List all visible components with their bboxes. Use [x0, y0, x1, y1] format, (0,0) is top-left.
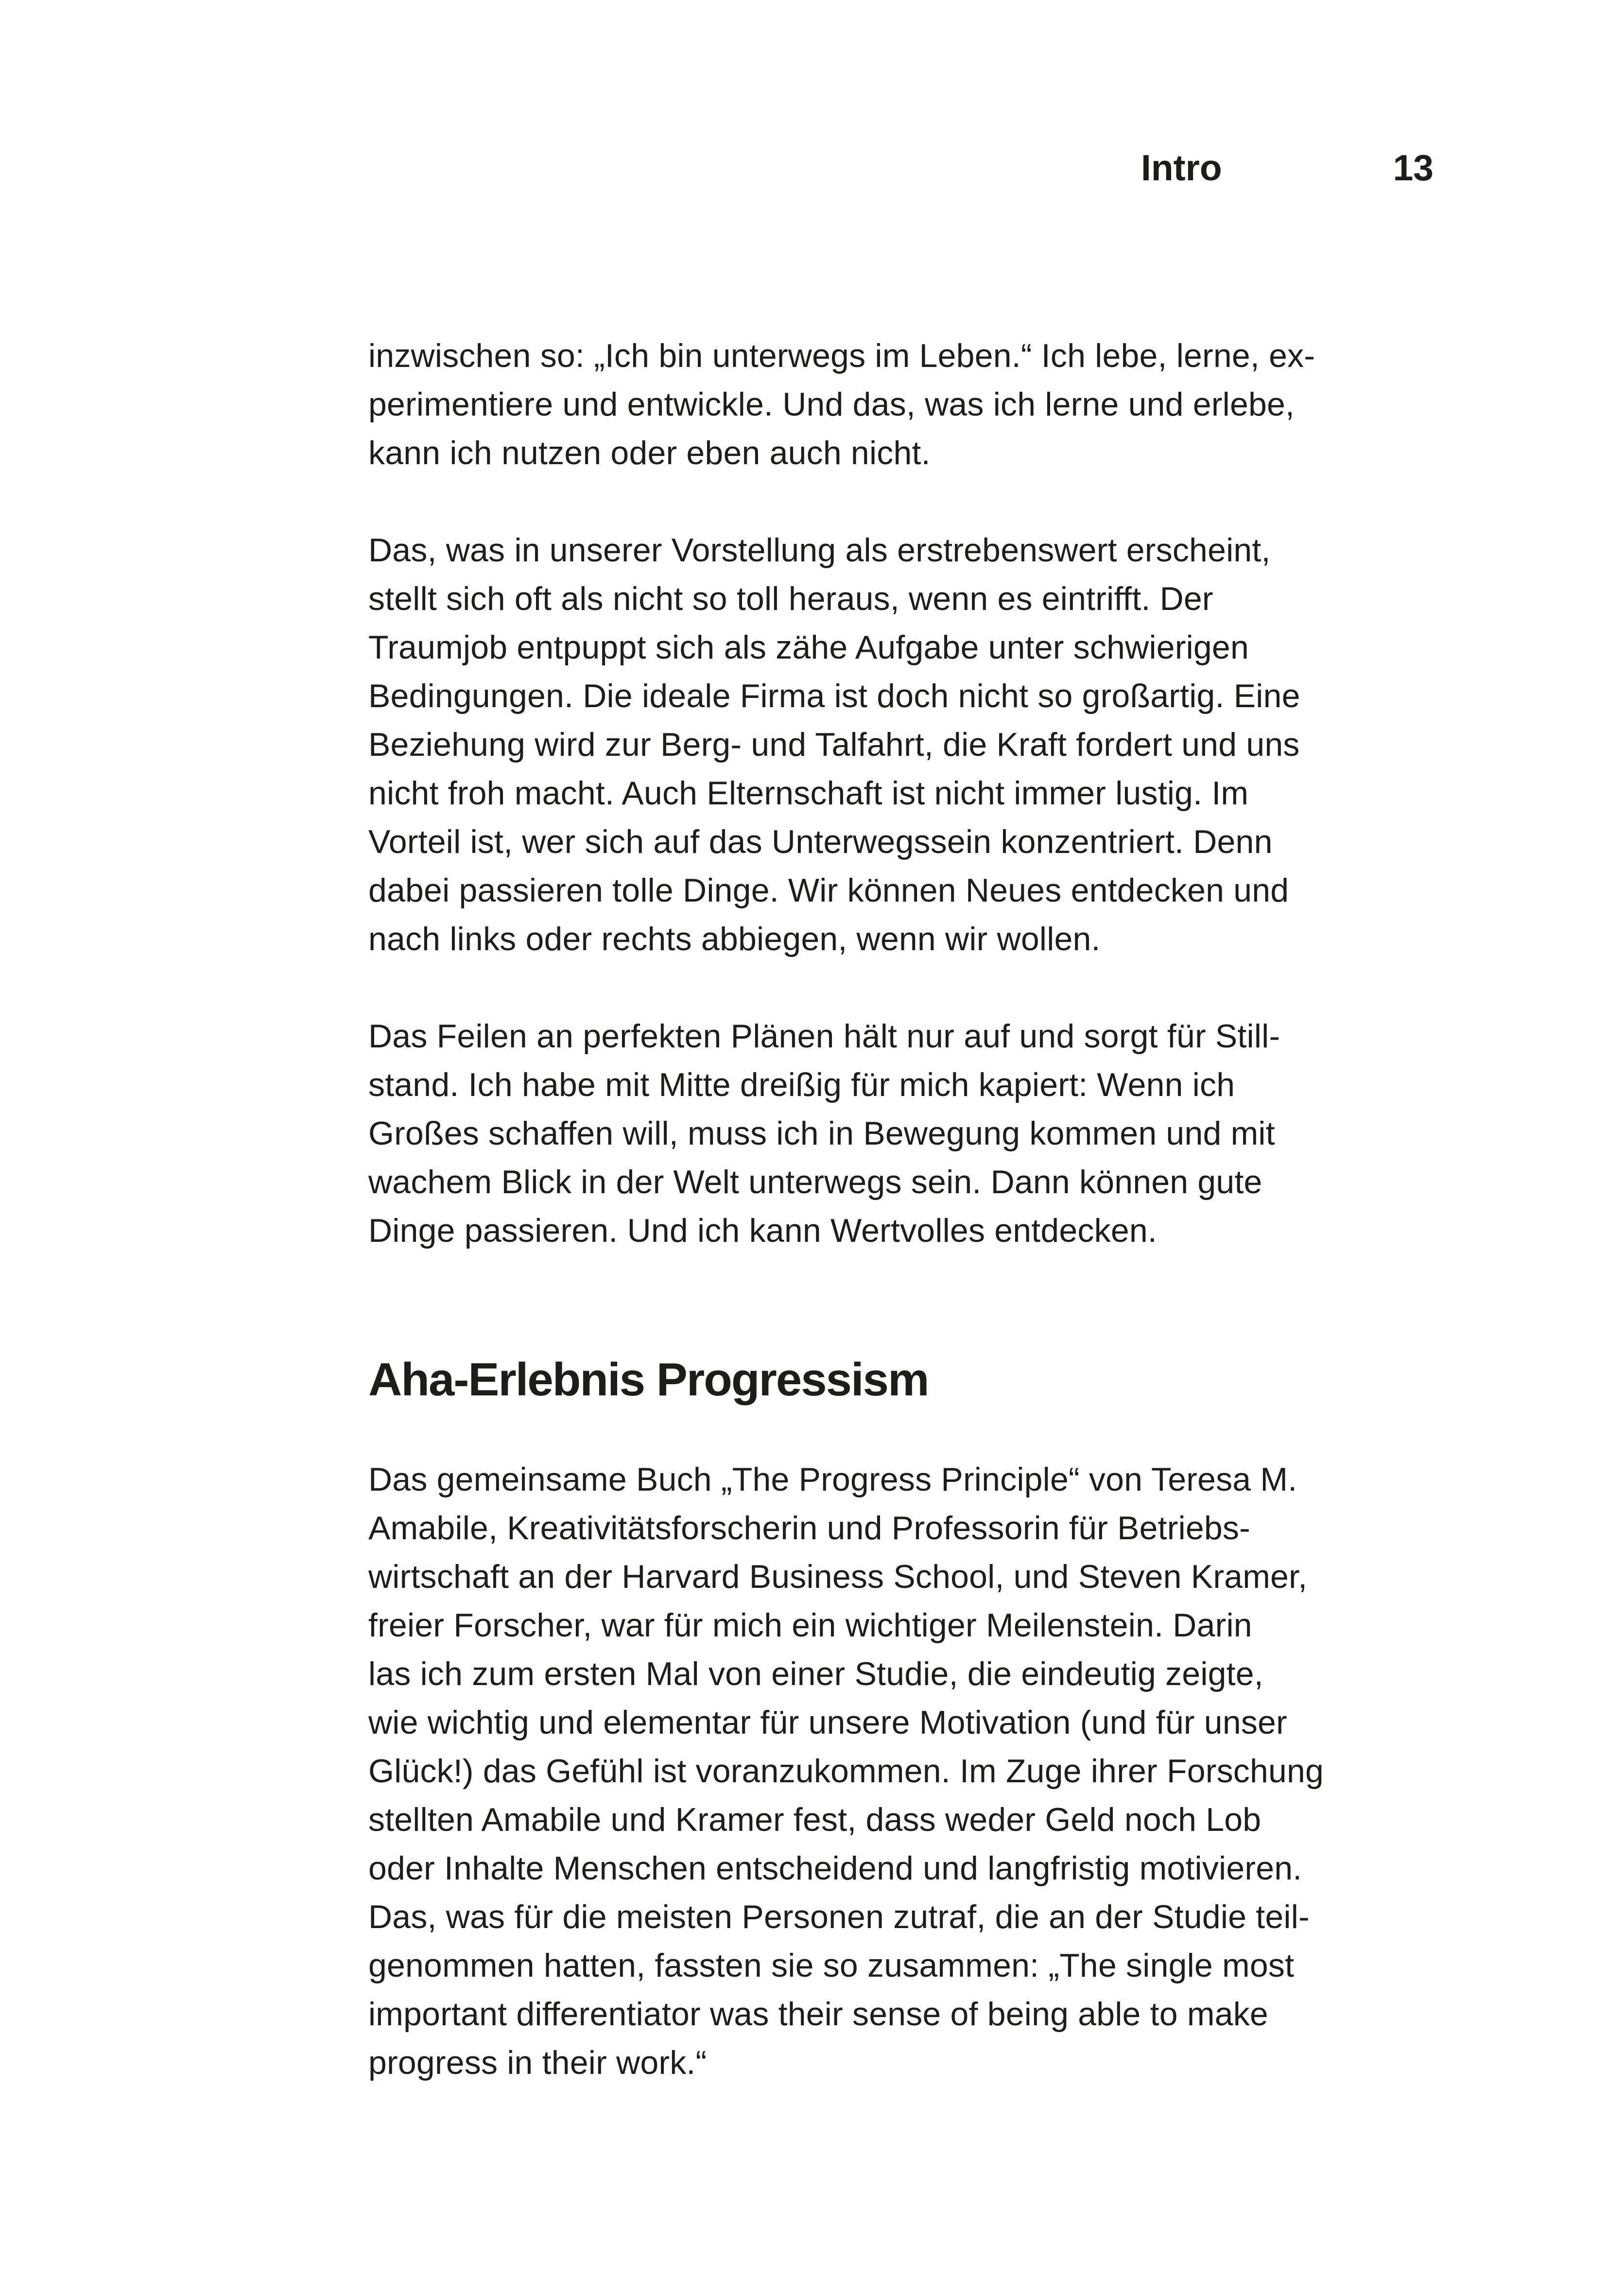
- paragraph: Das, was in unserer Vorstellung als erstrebenswert erscheint, stellt sich oft als nicht so toll heraus, wenn es eintrifft. Der Traumjob entpuppt sich als zähe Aufgabe unter schwierigen Bedingungen. Die ideale Firma ist doch nicht so großartig. Eine Beziehung wird zur Berg- und Talfahrt, die Kraft fordert und uns nicht froh macht. Auch Elternschaft ist nicht immer lustig. Im Vorteil ist, wer sich auf das Unterwegssein konzentriert. Denn dabei passieren tolle Dinge. Wir können Neues entdecken und nach links oder rechts abbiegen, wenn wir wollen.: [368, 532, 1300, 957]
- body-text-block: [368, 1455, 1510, 2087]
- running-header: [1141, 147, 1434, 188]
- paragraph: Das gemeinsame Buch „The Progress Principle“ von Teresa M. Amabile, Kreativitätsforscherin und Professorin für Betriebs- wirtschaft an der Harvard Business School, und Steven Kramer, freier Forscher, war für mich ein wichtiger Meilenstein. Darin las ich zum ersten Mal von einer Studie, die eindeutig zeigte, wie wichtig und elementar für unsere Motivation (und für unser Glück!) das Gefühl ist voranzukommen. Im Zuge ihrer Forschung stellten Amabile und Kramer fest, dass weder Geld noch Lob oder Inhalte Menschen entscheidend und langfristig motivieren. Das, was für die meisten Personen zutraf, die an der Studie teil- genommen hatten, fassten sie so zusammen: „The single most important differentiator was their sense of being able to make progress in their work.“: [368, 1461, 1324, 2081]
- section-heading: Aha-Erlebnis Progressism: [368, 1354, 929, 1406]
- paragraph: inzwischen so: „Ich bin unterwegs im Leben.“ Ich lebe, lerne, ex- perimentiere und entwickle. Und das, was ich lerne und erlebe, kann ich nutzen oder eben auch nicht.: [368, 337, 1315, 471]
- chapter-title: Intro: [1141, 147, 1222, 188]
- body-text-block: [368, 331, 1510, 1255]
- paragraph: Das Feilen an perfekten Plänen hält nur auf und sorgt für Still- stand. Ich habe mit Mitte dreißig für mich kapiert: Wenn ich Großes schaffen will, muss ich in Bewegung kommen und mit wachem Blick in der Welt unterwegs sein. Dann können gute Dinge passieren. Und ich kann Wertvolles entdecken.: [368, 1018, 1280, 1249]
- page-number: 13: [1393, 147, 1434, 188]
